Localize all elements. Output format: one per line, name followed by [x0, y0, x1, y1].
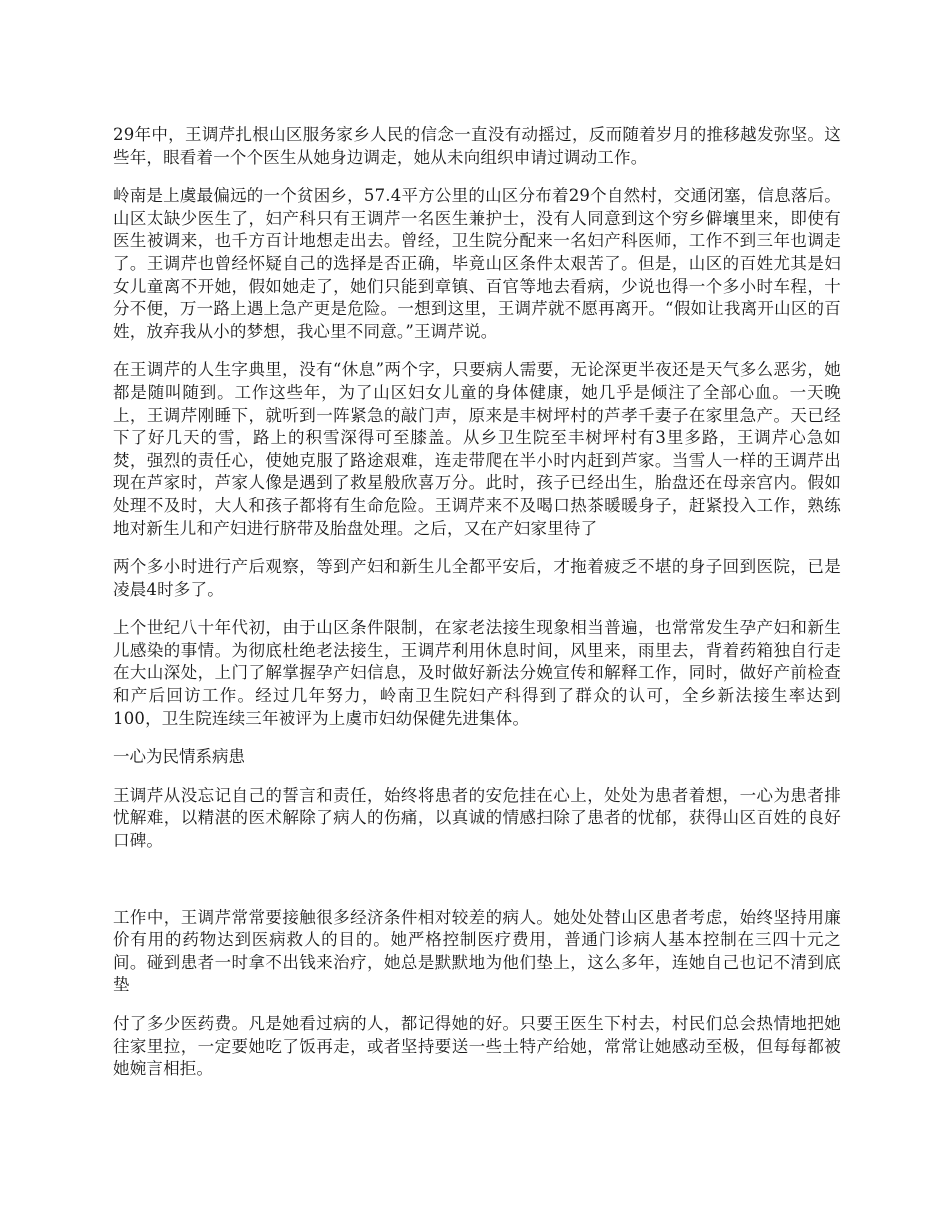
- section-spacer: [113, 869, 841, 907]
- paragraph-5: 上个世纪八十年代初，由于山区条件限制，在家老法接生现象相当普遍，也常常发生孕产妇和新生儿感染的事情。为彻底杜绝老法接生，王调芹利用休息时间，风里来，雨里去，背着药箱独自行走在大山深处，上门了解掌握孕产妇信息，及时做好新法分娩宣传和解释工作，同时，做好产前检查和产后回访工作。经过几年努力，岭南卫生院妇产科得到了群众的认可，全乡新法接生率达到100，卫生院连续三年被评为上虞市妇幼保健先进集体。: [113, 618, 841, 728]
- section-heading: 一心为民情系病患: [113, 747, 245, 767]
- paragraph-8: 付了多少医药费。凡是她看过病的人，都记得她的好。只要王医生下村去，村民们总会热情地把她往家里拉，一定要她吃了饭再走，或者坚持要送一些土特产给她，常常让她感动至极，但每每都被她婉言相拒。: [113, 1014, 841, 1079]
- paragraph-6: 王调芹从没忘记自己的誓言和责任，始终将患者的安危挂在心上，处处为患者着想，一心为患者排忧解难，以精湛的医术解除了病人的伤痛，以真诚的情感扫除了患者的忧郁，获得山区百姓的良好口碑。: [113, 785, 841, 851]
- paragraph-2: 岭南是上虞最偏远的一个贫困乡，57.4平方公里的山区分布着29个自然村，交通闭塞，信息落后。山区太缺少医生了，妇产科只有王调芹一名医生兼护士，没有人同意到这个穷乡僻壤里来，即使有医生被调来，也千方百计地想走出去。曾经，卫生院分配来一名妇产科医师，工作不到三年也调走了。王调芹也曾经怀疑自己的选择是否正确，毕竟山区条件太艰苦了。但是，山区的百姓尤其是妇女儿童离不开她，假如她走了，她们只能到章镇、百官等地去看病，少说也得一个多小时车程，十分不便，万一路上遇上急产更是危险。一想到这里，王调芹就不愿再离开。“假如让我离开山区的百姓，放弃我从小的梦想，我心里不同意。”王调芹说。: [113, 186, 841, 341]
- paragraph-1: 29年中，王调芹扎根山区服务家乡人民的信念一直没有动摇过，反而随着岁月的推移越发弥坚。这些年，眼看着一个个医生从她身边调走，她从未向组织申请过调动工作。: [113, 125, 841, 167]
- paragraph-7: 工作中，王调芹常常要接触很多经济条件相对较差的病人。她处处替山区患者考虑，始终坚持用廉价有用的药物达到医病救人的目的。她严格控制医疗费用，普通门诊病人基本控制在三四十元之间。碰到患者一时拿不出钱来治疗，她总是默默地为他们垫上，这么多年，连她自己也记不清到底垫: [113, 907, 841, 995]
- paragraph-3: 在王调芹的人生字典里，没有“休息”两个字，只要病人需要，无论深更半夜还是天气多么恶劣，她都是随叫随到。工作这些年，为了山区妇女儿童的身体健康，她几乎是倾注了全部心血。一天晚上，王调芹刚睡下，就听到一阵紧急的敲门声，原来是丰树坪村的芦孝千妻子在家里急产。天已经下了好几天的雪，路上的积雪深得可至膝盖。从乡卫生院至丰树坪村有3里多路，王调芹心急如焚，强烈的责任心，使她克服了路途艰难，连走带爬在半小时内赶到芦家。当雪人一样的王调芹出现在芦家时，芦家人像是遇到了救星般欣喜万分。此时，孩子已经出生，胎盘还在母亲宫内。假如处理不及时，大人和孩子都将有生命危险。王调芹来不及喝口热茶暖暖身子，赶紧投入工作，熟练地对新生儿和产妇进行脐带及胎盘处理。之后，又在产妇家里待了: [113, 360, 841, 538]
- paragraph-4: 两个多小时进行产后观察，等到产妇和新生儿全都平安后，才拖着疲乏不堪的身子回到医院，已是凌晨4时多了。: [113, 557, 841, 599]
- document-page: [113, 124, 841, 1097]
